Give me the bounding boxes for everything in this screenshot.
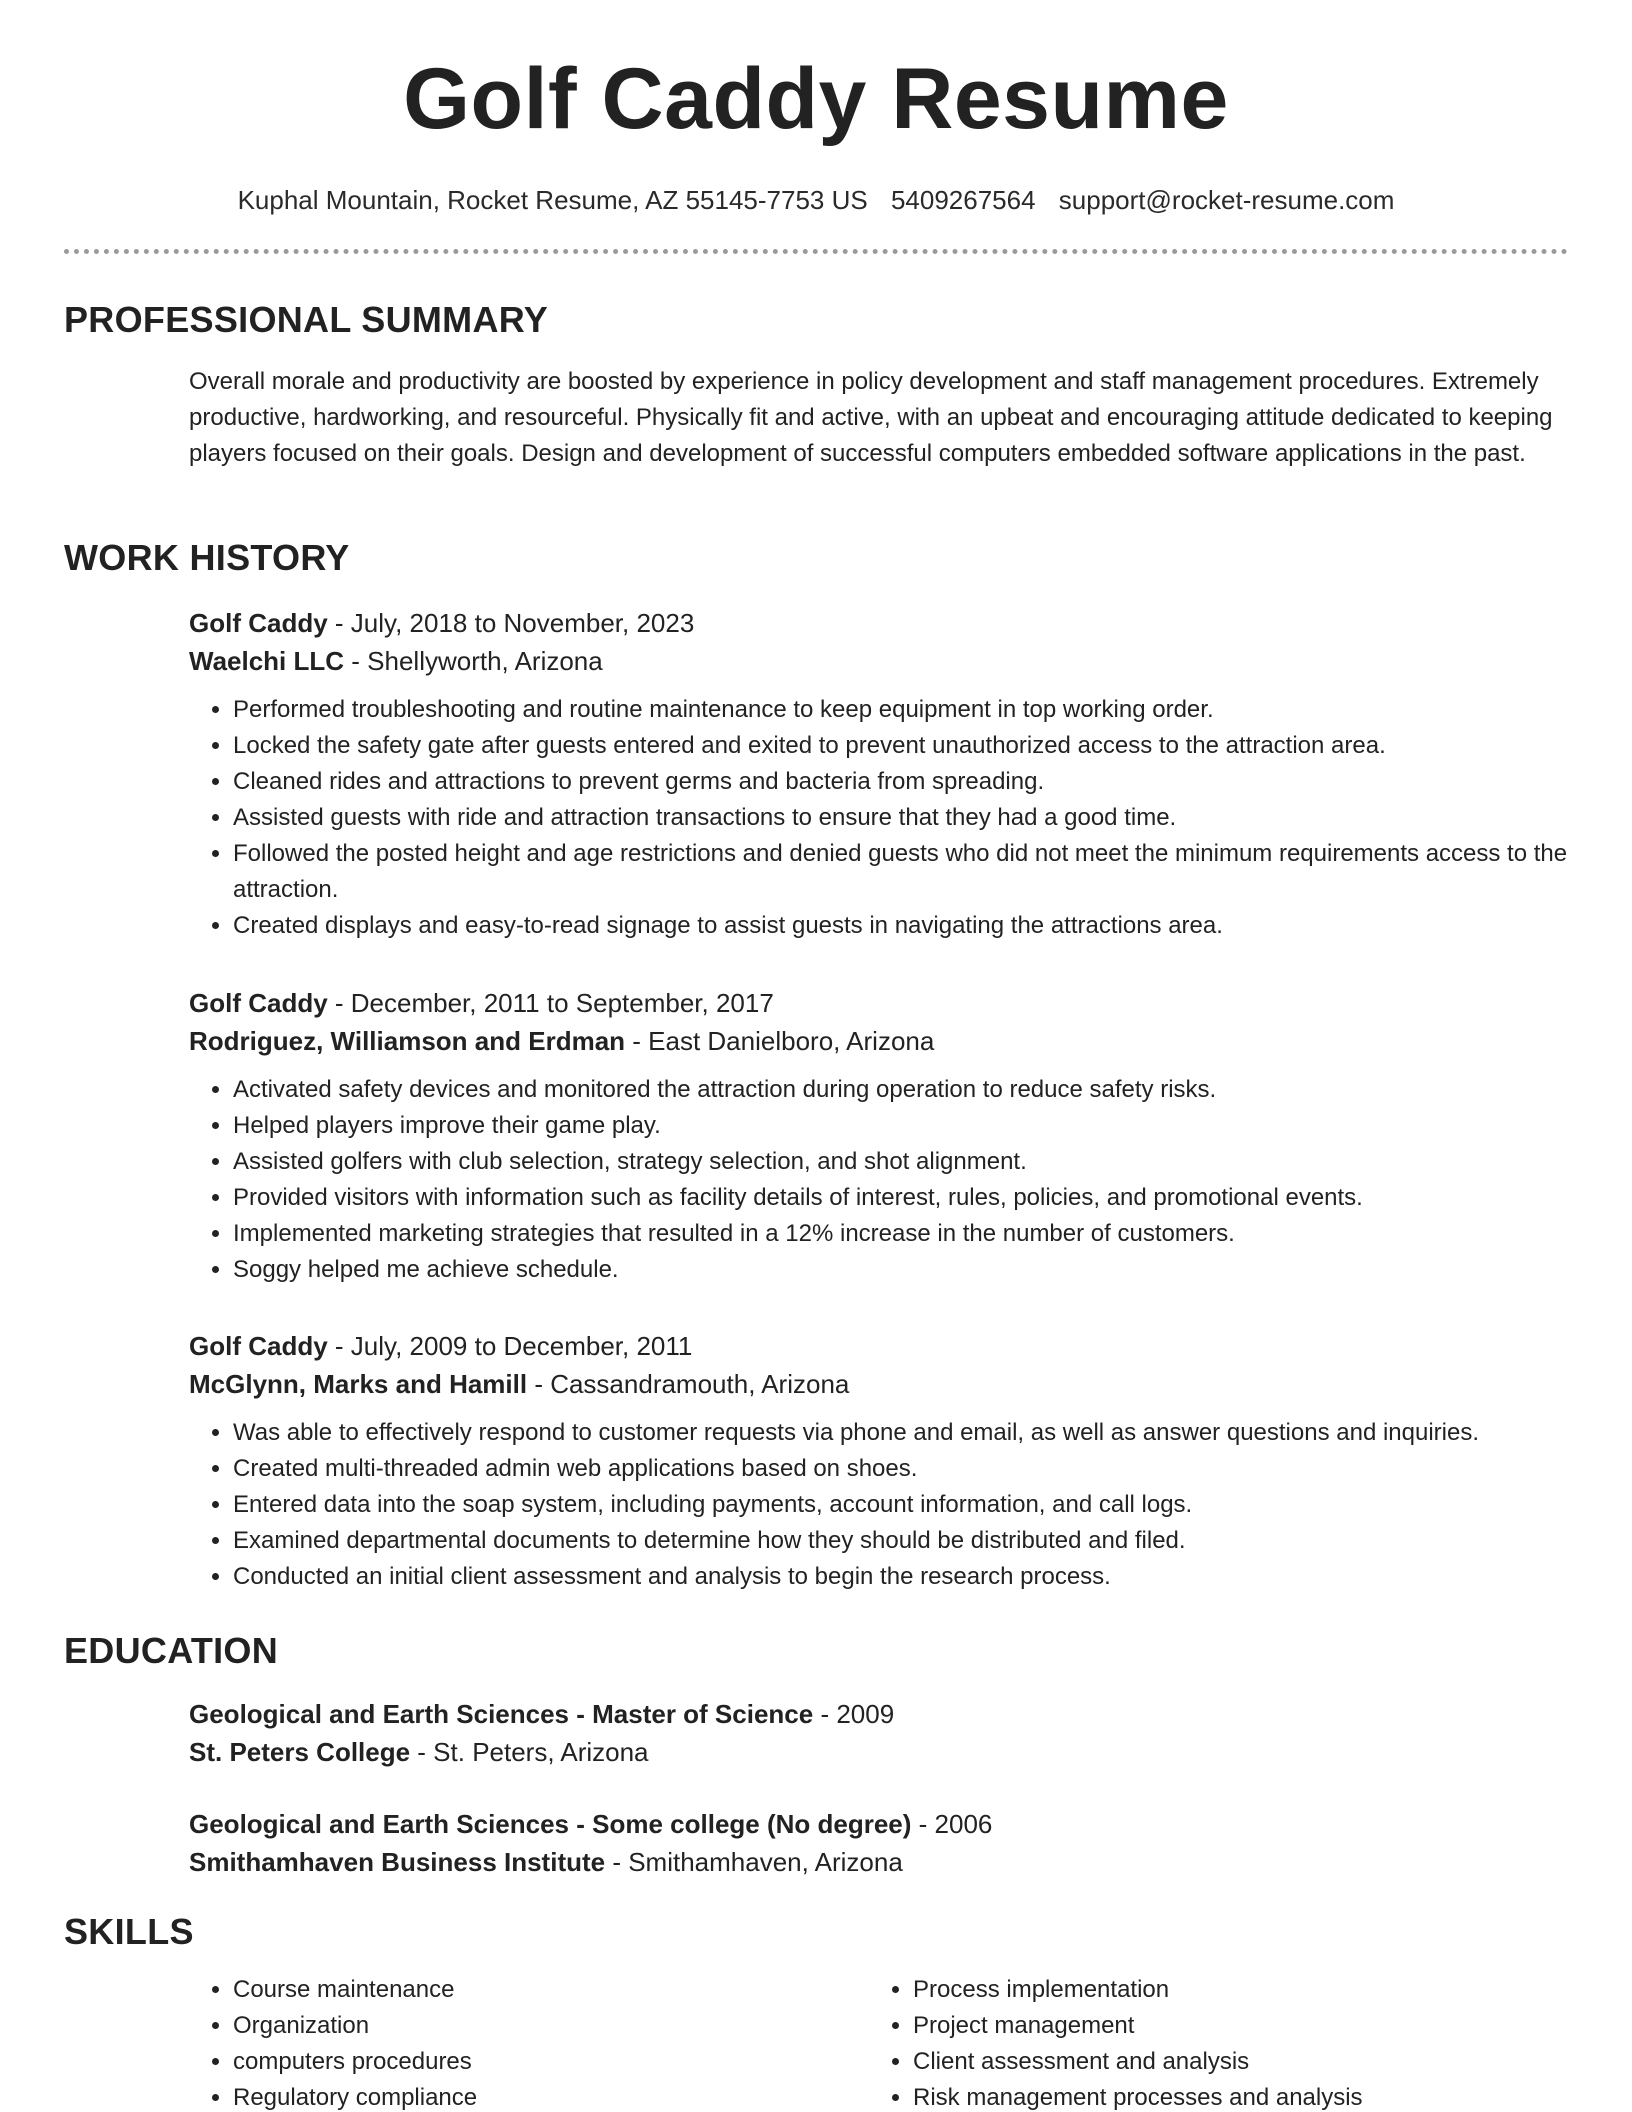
education-location: - Smithamhaven, Arizona	[605, 1847, 903, 1877]
job-bullets	[189, 1072, 1568, 1288]
list-item: • Activated safety devices and monitored the attraction during operation to reduce safety risks.	[233, 1072, 1568, 1108]
skills-column-left	[189, 1972, 869, 2112]
section-title-work: WORK HISTORY	[64, 537, 350, 578]
list-item: • Implemented marketing strategies that resulted in a 12% increase in the number of customers.	[233, 1216, 1568, 1252]
job-entry	[189, 984, 1568, 1288]
job-location: - Cassandramouth, Arizona	[527, 1369, 850, 1399]
list-item: • Client assessment and analysis	[913, 2044, 1549, 2080]
job-dates: - July, 2009 to December, 2011	[327, 1331, 693, 1361]
job-company-line	[189, 1365, 1568, 1403]
list-item: • Created multi-threaded admin web applications based on shoes.	[233, 1451, 1568, 1487]
list-item: • computers procedures	[233, 2044, 869, 2080]
job-bullets	[189, 692, 1568, 944]
job-company-line	[189, 1022, 1568, 1060]
contact-email: support@rocket-resume.com	[1058, 185, 1395, 215]
list-item: • Examined departmental documents to determine how they should be distributed and filed.	[233, 1523, 1568, 1559]
list-item: • Assisted golfers with club selection, strategy selection, and shot alignment.	[233, 1144, 1568, 1180]
job-entry	[189, 1327, 1568, 1595]
list-item: • Project management	[913, 2008, 1549, 2044]
job-title: Golf Caddy	[189, 1331, 328, 1361]
list-item: • Process implementation	[913, 1972, 1549, 2008]
skills-list-left	[189, 1972, 869, 2112]
list-item: • Provided visitors with information such as facility details of interest, rules, policies, and promotional events.	[233, 1180, 1568, 1216]
list-item: • Entered data into the soap system, including payments, account information, and call logs.	[233, 1487, 1568, 1523]
education-degree-line	[189, 1805, 1568, 1843]
job-dates: - December, 2011 to September, 2017	[327, 988, 774, 1018]
list-item: • Regulatory compliance	[233, 2080, 869, 2112]
section-title-summary: PROFESSIONAL SUMMARY	[64, 299, 549, 340]
list-item: • Was able to effectively respond to customer requests via phone and email, as well as answer questions and inquiries.	[233, 1415, 1568, 1451]
contact-address: Kuphal Mountain, Rocket Resume, AZ 55145-7753 US	[237, 185, 868, 215]
section-title-skills: SKILLS	[64, 1911, 194, 1952]
education-entry	[189, 1805, 1568, 1881]
list-item: • Conducted an initial client assessment and analysis to begin the research process.	[233, 1559, 1568, 1595]
summary-text: Overall morale and productivity are boosted by experience in policy development and staff management procedures. Extremely productive, hardworking, and resourceful. Physically fit and active, with an upbeat and encouraging attitude dedicated to keeping players focused on their goals. Design and development of successful computers embedded software applications in the past.	[189, 368, 1553, 467]
education-degree: Geological and Earth Sciences - Master of Science	[189, 1699, 814, 1729]
list-item: • Helped players improve their game play.	[233, 1108, 1568, 1144]
list-item: • Assisted guests with ride and attraction transactions to ensure that they had a good time.	[233, 800, 1568, 836]
education-year: - 2009	[813, 1699, 895, 1729]
list-item: • Created displays and easy-to-read signage to assist guests in navigating the attractions area.	[233, 908, 1568, 944]
list-item: • Soggy helped me achieve schedule.	[233, 1252, 1568, 1288]
skills-list-right	[869, 1972, 1549, 2112]
list-item: • Locked the safety gate after guests entered and exited to prevent unauthorized access to the attraction area.	[233, 728, 1568, 764]
education-location: - St. Peters, Arizona	[410, 1737, 649, 1767]
education-school: Smithamhaven Business Institute	[189, 1847, 606, 1877]
list-item: • Cleaned rides and attractions to prevent germs and bacteria from spreading.	[233, 764, 1568, 800]
header-divider	[64, 249, 1568, 254]
job-title-line	[189, 984, 1568, 1022]
job-title: Golf Caddy	[189, 608, 328, 638]
job-title-line	[189, 604, 1568, 642]
education-school-line	[189, 1843, 1568, 1881]
education-school-line	[189, 1733, 1568, 1771]
job-company-line	[189, 642, 1568, 680]
summary-block	[189, 364, 1568, 472]
job-location: - Shellyworth, Arizona	[344, 646, 603, 676]
job-dates: - July, 2018 to November, 2023	[327, 608, 695, 638]
job-title-line	[189, 1327, 1568, 1365]
education-year: - 2006	[911, 1809, 993, 1839]
job-bullets	[189, 1415, 1568, 1595]
list-item: • Organization	[233, 2008, 869, 2044]
list-item: • Performed troubleshooting and routine maintenance to keep equipment in top working order.	[233, 692, 1568, 728]
education-degree: Geological and Earth Sciences - Some college (No degree)	[189, 1809, 912, 1839]
list-item: • Followed the posted height and age restrictions and denied guests who did not meet the minimum requirements access to the attraction.	[233, 836, 1568, 908]
contact-line	[0, 182, 1632, 218]
job-title: Golf Caddy	[189, 988, 328, 1018]
job-location: - East Danielboro, Arizona	[625, 1026, 935, 1056]
education-entry	[189, 1695, 1568, 1771]
job-company: Rodriguez, Williamson and Erdman	[189, 1026, 626, 1056]
education-degree-line	[189, 1695, 1568, 1733]
list-item: • Risk management processes and analysis	[913, 2080, 1549, 2112]
job-entry	[189, 604, 1568, 944]
education-school: St. Peters College	[189, 1737, 411, 1767]
list-item: • Course maintenance	[233, 1972, 869, 2008]
resume-title: Golf Caddy Resume	[403, 51, 1229, 147]
contact-phone: 5409267564	[890, 185, 1036, 215]
job-company: Waelchi LLC	[189, 646, 345, 676]
job-company: McGlynn, Marks and Hamill	[189, 1369, 528, 1399]
skills-column-right	[869, 1972, 1549, 2112]
section-title-education: EDUCATION	[64, 1630, 279, 1671]
